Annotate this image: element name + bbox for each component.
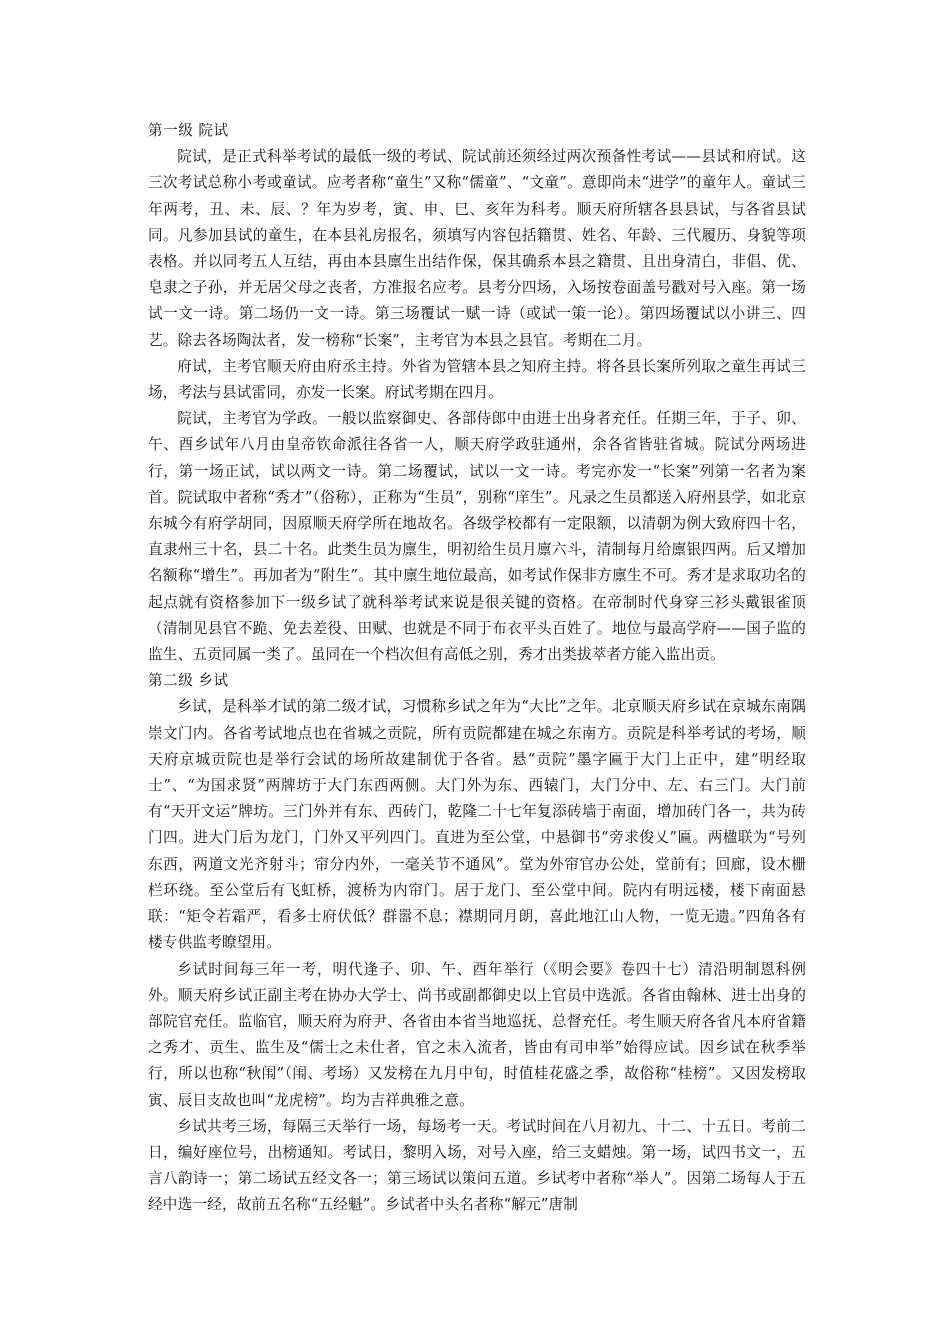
paragraph: 乡试共考三场，每隔三天举行一场，每场考一天。考试时间在八月初九、十二、十五日。考前二日，编好座位号，出榜通知。考试日，黎明入场，对号入座，给三支蜡烛。第一场，试四书文一，五言八韵诗一；第二场试五经文各一；第三场试以策问五道。乡试考中者称“举人”。因第二场每人于五经中选一经，故前五名称“五经魁”。乡试者中头名者称“解元”唐制 [148, 1117, 806, 1214]
section-heading: 第二级 乡试 [148, 672, 229, 690]
paragraph: 院试，主考官为学政。一般以监察御史、各部侍郎中由进士出身者充任。任期三年，于子、卯、午、酉乡试年八月由皇帝钦命派往各省一人，顺天府学政驻通州，余各省皆驻省城。院试分两场进行，第一场正试，试以两文一诗。第二场覆试，试以一文一诗。考完亦发一“长案”列第一名者为案首。院试取中者称“秀才”（俗称），正称为“生员”，别称“庠生”。凡录之生员都送入府州县学，如北京东城今有府学胡同，因原顺天府学所在地故名。各级学校都有一定限额，以清朝为例大致府四十名，直隶州三十名，县二十名。此类生员为廪生，明初给生员月廪六斗，清制每月给廪银四两。后又增加名额称“增生”。再加者为“附生”。其中廪生地位最高，如考试作保非方廪生不可。秀才是求取功名的起点就有资格参加下一级乡试了就科举考试来说是很关键的资格。在帝制时代身穿三衫头戴银雀顶（清制见县官不跪、免去差役、田赋、也就是不同于布衣平头百姓了。地位与最高学府——国子监的监生、五贡同属一类了。虽同在一个档次但有高低之别，秀才出类拔萃者方能入监出贡。 [148, 410, 806, 664]
paragraph: 府试，主考官顺天府由府丞主持。外省为管辖本县之知府主持。将各县长案所列取之童生再试三场，考法与县试雷同，亦发一长案。府试考期在四月。 [148, 357, 806, 402]
paragraph: 乡试时间每三年一考，明代逢子、卯、午、酉年举行（《明会要》卷四十七）清沿明制恩科例外。顺天府乡试正副主考在协办大学士、尚书或副都御史以上官员中选派。各省由翰林、进士出身的部院官充任。监临官，顺天府为府尹、各省由本省当地巡抚、总督充任。考生顺天府各省凡本府省籍之秀才、贡生、监生及“儒士之未仕者，官之未入流者，皆由有司申举”始得应试。因乡试在秋季举行，所以也称“秋闱”（闱、考场）又发榜在九月中旬，时值桂花盛之季，故俗称“桂榜”。又因发榜取寅、辰日支故也叫“龙虎榜”。均为吉祥典雅之意。 [148, 960, 806, 1109]
paragraph: 乡试，是科举才试的第二级才试，习惯称乡试之年为“大比”之年。北京顺天府乡试在京城东南隅崇文门内。各省考试地点也在省城之贡院，所有贡院都建在城之东南方。贡院是科举考试的考场，顺天府京城贡院也是举行会试的场所故建制优于各省。悬“贡院”墨字匾于大门上正中，建“明经取士”、“为国求贤”两牌坊于大门东西两侧。大门外为东、西辕门，大门分中、左、右三门。大门前有“天开文运”牌坊。三门外并有东、西砖门，乾隆二十七年复添砖墙于南面，增加砖门各一，共为砖门四。进大门后为龙门，门外又平列四门。直进为至公堂，中悬御书“旁求俊乂”匾。两楹联为“号列东西，两道文光齐射斗；帘分内外，一毫关节不通风”。堂为外帘官办公处，堂前有；回廊，设木栅栏环绕。至公堂后有飞虹桥，渡桥为内帘门。居于龙门、至公堂中间。院内有明远楼，楼下南面悬联：“矩令若霜严，看多士府伏低？群嚣不息；襟期同月朗，喜此地江山人物，一览无遗。”四角各有楼专供监考瞭望用。 [148, 698, 806, 952]
section-xiangshi [148, 668, 806, 1218]
section-heading: 第一级 院试 [148, 122, 229, 139]
document-page [148, 118, 806, 1219]
paragraph: 院试，是正式科举考试的最低一级的考试、院试前还须经过两次预备性考试——县试和府试。这三次考试总称小考或童试。应考者称“童生”又称“儒童”、“文童”。意即尚未“进学”的童年人。童试三年两考，丑、未、辰、？年为岁考，寅、申、巳、亥年为科考。顺天府所辖各县县试，与各省县试同。凡参加县试的童生，在本县礼房报名，须填写内容包括籍贯、姓名、年龄、三代履历、身貌等项表格。并以同考五人互结，再由本县廪生出结作保，保其确系本县之籍贯、且出身清白，非倡、优、皂隶之子孙，并无居父母之丧者，方准报名应考。县考分四场，入场按卷面盖号戳对号入座。第一场试一文一诗。第二场仍一文一诗。第三场覆试一赋一诗（或试一策一论）。第四场覆试以小讲三、四艺。除去各场陶汰者，发一榜称“长案”，主考官为本县之县官。考期在二月。 [148, 148, 806, 349]
section-yuanshi [148, 118, 806, 668]
